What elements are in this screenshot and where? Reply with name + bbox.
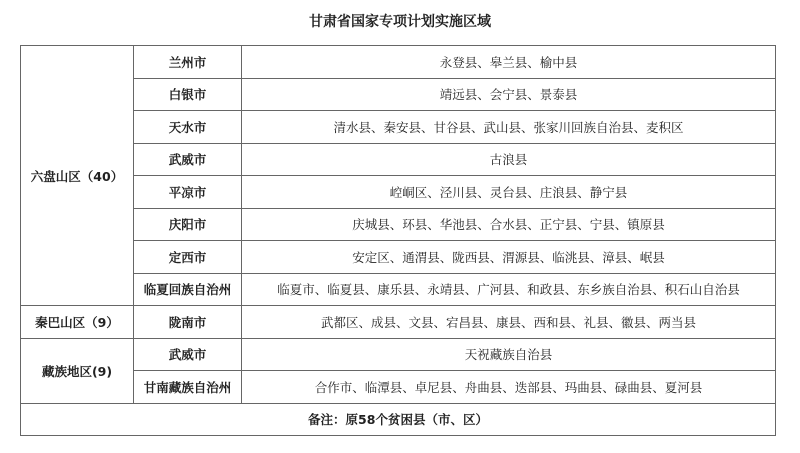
table-row: [21, 111, 776, 144]
table-row: [21, 306, 776, 339]
counties-cell: 合作市、临潭县、卓尼县、舟曲县、迭部县、玛曲县、碌曲县、夏河县: [242, 371, 776, 404]
region-cell: 秦巴山区（9）: [21, 306, 134, 339]
counties-cell: 天祝藏族自治县: [242, 338, 776, 371]
counties-cell: 靖远县、会宁县、景泰县: [242, 78, 776, 111]
city-cell: 天水市: [134, 111, 242, 144]
table-row: [21, 403, 776, 436]
city-cell: 白银市: [134, 78, 242, 111]
table-row: [21, 208, 776, 241]
counties-cell: 临夏市、临夏县、康乐县、永靖县、广河县、和政县、东乡族自治县、积石山自治县: [242, 273, 776, 306]
table-row: [21, 46, 776, 79]
city-cell: 武威市: [134, 143, 242, 176]
table-row: [21, 371, 776, 404]
plan-table: [20, 45, 776, 436]
counties-cell: 武都区、成县、文县、宕昌县、康县、西和县、礼县、徽县、两当县: [242, 306, 776, 339]
counties-cell: 崆峒区、泾川县、灵台县、庄浪县、静宁县: [242, 176, 776, 209]
city-cell: 庆阳市: [134, 208, 242, 241]
table-row: [21, 338, 776, 371]
document-title: 甘肃省国家专项计划实施区域: [309, 14, 491, 30]
table-row: [21, 143, 776, 176]
city-cell: 平凉市: [134, 176, 242, 209]
counties-cell: 古浪县: [242, 143, 776, 176]
counties-cell: 永登县、皋兰县、榆中县: [242, 46, 776, 79]
region-cell: 六盘山区（40）: [21, 46, 134, 306]
region-cell: 藏族地区(9): [21, 338, 134, 403]
counties-cell: 庆城县、环县、华池县、合水县、正宁县、宁县、镇原县: [242, 208, 776, 241]
city-cell: 陇南市: [134, 306, 242, 339]
table-row: [21, 176, 776, 209]
table-row: [21, 78, 776, 111]
city-cell: 临夏回族自治州: [134, 273, 242, 306]
counties-cell: 安定区、通渭县、陇西县、渭源县、临洮县、漳县、岷县: [242, 241, 776, 274]
city-cell: 武威市: [134, 338, 242, 371]
city-cell: 兰州市: [134, 46, 242, 79]
table-row: [21, 241, 776, 274]
note-cell: 备注：原58个贫困县（市、区）: [21, 403, 776, 436]
table-row: [21, 273, 776, 306]
counties-cell: 清水县、秦安县、甘谷县、武山县、张家川回族自治县、麦积区: [242, 111, 776, 144]
city-cell: 定西市: [134, 241, 242, 274]
city-cell: 甘南藏族自治州: [134, 371, 242, 404]
